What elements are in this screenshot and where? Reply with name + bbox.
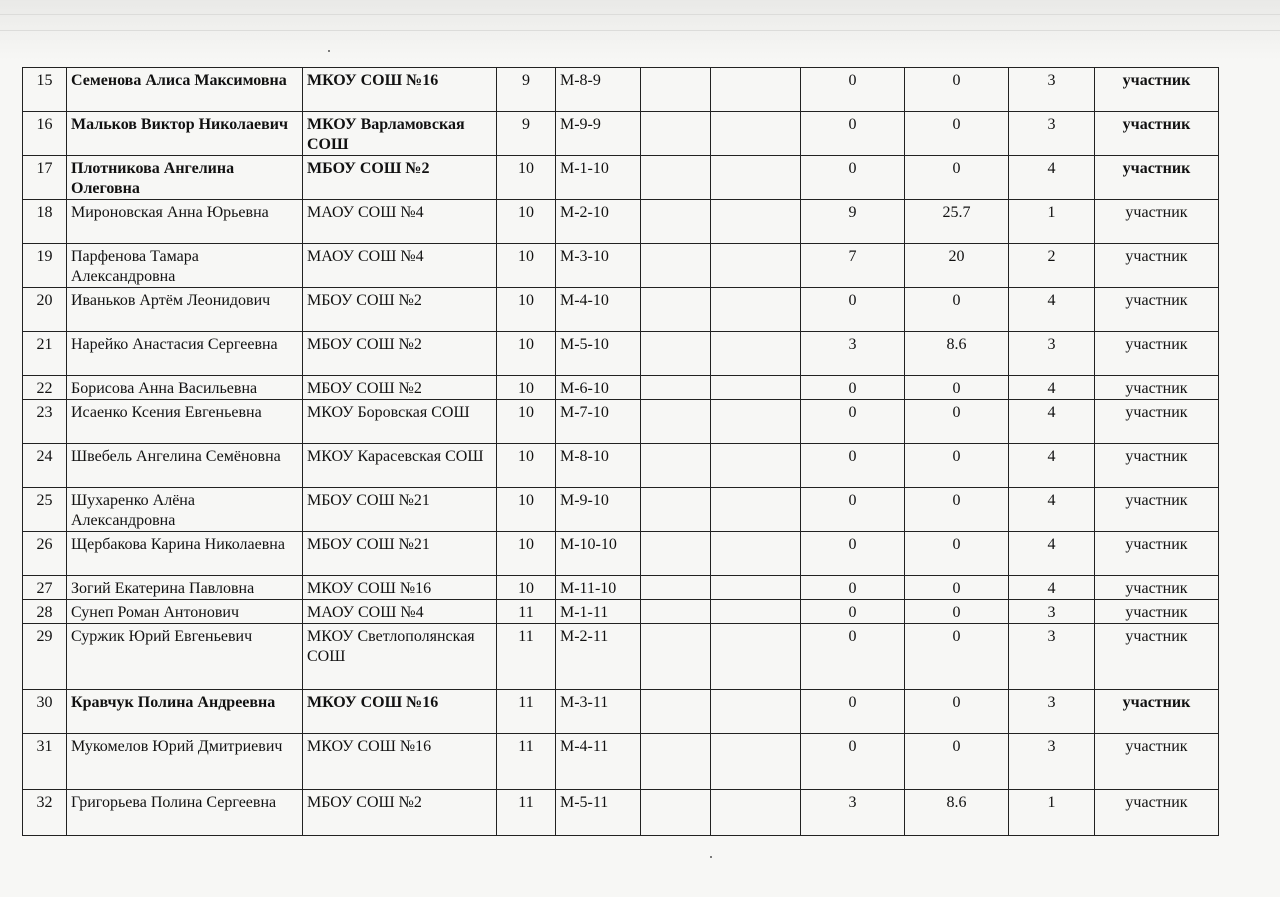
status-cell: участник [1095,200,1219,244]
percent-cell: 0 [905,690,1009,734]
empty-cell [711,790,801,836]
percent-cell: 0 [905,156,1009,200]
participant-name-cell: Нарейко Анастасия Сергеевна [67,332,303,376]
participant-name-cell: Борисова Анна Васильевна [67,376,303,400]
empty-cell [641,532,711,576]
grade-cell: 11 [497,600,556,624]
participant-name-cell: Мальков Виктор Николаевич [67,112,303,156]
score-cell: 3 [801,790,905,836]
rank-cell: 3 [1009,112,1095,156]
percent-cell: 0 [905,624,1009,690]
participant-code-cell: М-5-11 [556,790,641,836]
table-row [23,400,1219,444]
status-cell: участник [1095,244,1219,288]
status-cell: участник [1095,576,1219,600]
grade-cell: 10 [497,400,556,444]
grade-cell: 10 [497,444,556,488]
school-cell: МКОУ СОШ №16 [303,576,497,600]
rank-cell: 3 [1009,332,1095,376]
score-cell: 0 [801,624,905,690]
percent-cell: 0 [905,532,1009,576]
percent-cell: 0 [905,734,1009,790]
score-cell: 0 [801,576,905,600]
participant-code-cell: М-3-11 [556,690,641,734]
row-number-cell: 26 [23,532,67,576]
grade-cell: 10 [497,532,556,576]
grade-cell: 10 [497,332,556,376]
percent-cell: 20 [905,244,1009,288]
percent-cell: 25.7 [905,200,1009,244]
empty-cell [711,112,801,156]
school-cell: МБОУ СОШ №2 [303,332,497,376]
participant-code-cell: М-9-10 [556,488,641,532]
row-number-cell: 15 [23,68,67,112]
school-cell: МБОУ СОШ №2 [303,288,497,332]
status-cell: участник [1095,790,1219,836]
percent-cell: 0 [905,400,1009,444]
percent-cell: 0 [905,376,1009,400]
participant-name-cell: Сунеп Роман Антонович [67,600,303,624]
score-cell: 0 [801,444,905,488]
score-cell: 0 [801,376,905,400]
empty-cell [641,376,711,400]
participant-code-cell: М-5-10 [556,332,641,376]
score-cell: 0 [801,156,905,200]
table-row [23,488,1219,532]
percent-cell: 0 [905,444,1009,488]
status-cell: участник [1095,624,1219,690]
percent-cell: 0 [905,600,1009,624]
rank-cell: 3 [1009,624,1095,690]
school-cell: МКОУ Варламовская СОШ [303,112,497,156]
empty-cell [711,734,801,790]
results-table [22,67,1219,836]
table-row [23,376,1219,400]
empty-cell [711,332,801,376]
school-cell: МБОУ СОШ №2 [303,790,497,836]
school-cell: МКОУ СОШ №16 [303,68,497,112]
participant-code-cell: М-10-10 [556,532,641,576]
table-row [23,624,1219,690]
empty-cell [711,488,801,532]
empty-cell [711,624,801,690]
school-cell: МБОУ СОШ №21 [303,488,497,532]
empty-cell [641,790,711,836]
status-cell: участник [1095,68,1219,112]
percent-cell: 8.6 [905,332,1009,376]
status-cell: участник [1095,376,1219,400]
score-cell: 0 [801,112,905,156]
grade-cell: 9 [497,112,556,156]
empty-cell [711,200,801,244]
row-number-cell: 17 [23,156,67,200]
row-number-cell: 31 [23,734,67,790]
rank-cell: 4 [1009,156,1095,200]
school-cell: МБОУ СОШ №2 [303,156,497,200]
table-row [23,112,1219,156]
school-cell: МКОУ Карасевская СОШ [303,444,497,488]
grade-cell: 9 [497,68,556,112]
row-number-cell: 29 [23,624,67,690]
rank-cell: 4 [1009,288,1095,332]
row-number-cell: 22 [23,376,67,400]
rank-cell: 4 [1009,400,1095,444]
status-cell: участник [1095,690,1219,734]
score-cell: 9 [801,200,905,244]
participant-name-cell: Щербакова Карина Николаевна [67,532,303,576]
empty-cell [641,288,711,332]
empty-cell [711,576,801,600]
status-cell: участник [1095,734,1219,790]
rank-cell: 3 [1009,600,1095,624]
rank-cell: 4 [1009,532,1095,576]
grade-cell: 10 [497,488,556,532]
percent-cell: 8.6 [905,790,1009,836]
scan-artifact-line [0,14,1280,15]
row-number-cell: 27 [23,576,67,600]
row-number-cell: 24 [23,444,67,488]
school-cell: МКОУ Боровская СОШ [303,400,497,444]
percent-cell: 0 [905,576,1009,600]
rank-cell: 1 [1009,200,1095,244]
empty-cell [711,532,801,576]
percent-cell: 0 [905,68,1009,112]
participant-name-cell: Швебель Ангелина Семёновна [67,444,303,488]
participant-name-cell: Шухаренко Алёна Александровна [67,488,303,532]
score-cell: 0 [801,734,905,790]
participant-code-cell: М-4-10 [556,288,641,332]
empty-cell [641,734,711,790]
participant-code-cell: М-1-10 [556,156,641,200]
grade-cell: 10 [497,244,556,288]
row-number-cell: 21 [23,332,67,376]
row-number-cell: 25 [23,488,67,532]
grade-cell: 11 [497,624,556,690]
participant-name-cell: Семенова Алиса Максимовна [67,68,303,112]
participant-code-cell: М-2-11 [556,624,641,690]
table-row [23,734,1219,790]
status-cell: участник [1095,112,1219,156]
participant-code-cell: М-8-10 [556,444,641,488]
participant-code-cell: М-4-11 [556,734,641,790]
participant-name-cell: Мироновская Анна Юрьевна [67,200,303,244]
status-cell: участник [1095,156,1219,200]
empty-cell [641,576,711,600]
participant-name-cell: Исаенко Ксения Евгеньевна [67,400,303,444]
participant-name-cell: Иваньков Артём Леонидович [67,288,303,332]
row-number-cell: 28 [23,600,67,624]
school-cell: МКОУ СОШ №16 [303,734,497,790]
rank-cell: 1 [1009,790,1095,836]
table-row [23,532,1219,576]
row-number-cell: 18 [23,200,67,244]
rank-cell: 3 [1009,690,1095,734]
status-cell: участник [1095,288,1219,332]
status-cell: участник [1095,532,1219,576]
empty-cell [641,400,711,444]
empty-cell [711,690,801,734]
scan-speck [328,50,330,52]
empty-cell [711,288,801,332]
score-cell: 3 [801,332,905,376]
rank-cell: 3 [1009,68,1095,112]
rank-cell: 4 [1009,444,1095,488]
participant-code-cell: М-6-10 [556,376,641,400]
participant-code-cell: М-3-10 [556,244,641,288]
score-cell: 0 [801,400,905,444]
score-cell: 0 [801,690,905,734]
rank-cell: 2 [1009,244,1095,288]
table-row [23,576,1219,600]
table-row [23,200,1219,244]
participant-name-cell: Плотникова Ангелина Олеговна [67,156,303,200]
empty-cell [711,244,801,288]
school-cell: МАОУ СОШ №4 [303,200,497,244]
empty-cell [711,376,801,400]
empty-cell [711,156,801,200]
school-cell: МКОУ СОШ №16 [303,690,497,734]
empty-cell [711,400,801,444]
participant-name-cell: Григорьева Полина Сергеевна [67,790,303,836]
participant-code-cell: М-7-10 [556,400,641,444]
status-cell: участник [1095,332,1219,376]
participant-code-cell: М-8-9 [556,68,641,112]
rank-cell: 4 [1009,376,1095,400]
rank-cell: 4 [1009,488,1095,532]
row-number-cell: 23 [23,400,67,444]
empty-cell [641,600,711,624]
empty-cell [641,444,711,488]
empty-cell [711,68,801,112]
grade-cell: 11 [497,690,556,734]
school-cell: МБОУ СОШ №21 [303,532,497,576]
table-row [23,690,1219,734]
participant-code-cell: М-11-10 [556,576,641,600]
row-number-cell: 20 [23,288,67,332]
row-number-cell: 16 [23,112,67,156]
row-number-cell: 32 [23,790,67,836]
participant-name-cell: Кравчук Полина Андреевна [67,690,303,734]
percent-cell: 0 [905,488,1009,532]
grade-cell: 11 [497,790,556,836]
empty-cell [641,624,711,690]
table-row [23,244,1219,288]
results-table-body [23,68,1219,836]
empty-cell [711,444,801,488]
row-number-cell: 19 [23,244,67,288]
participant-name-cell: Зогий Екатерина Павловна [67,576,303,600]
empty-cell [641,244,711,288]
status-cell: участник [1095,600,1219,624]
participant-code-cell: М-1-11 [556,600,641,624]
table-row [23,600,1219,624]
participant-name-cell: Мукомелов Юрий Дмитриевич [67,734,303,790]
empty-cell [641,156,711,200]
school-cell: МАОУ СОШ №4 [303,600,497,624]
grade-cell: 10 [497,376,556,400]
participant-name-cell: Парфенова Тамара Александровна [67,244,303,288]
empty-cell [641,488,711,532]
empty-cell [711,600,801,624]
score-cell: 0 [801,600,905,624]
grade-cell: 10 [497,156,556,200]
rank-cell: 4 [1009,576,1095,600]
empty-cell [641,332,711,376]
score-cell: 0 [801,488,905,532]
participant-code-cell: М-2-10 [556,200,641,244]
participant-name-cell: Суржик Юрий Евгеньевич [67,624,303,690]
percent-cell: 0 [905,112,1009,156]
status-cell: участник [1095,400,1219,444]
empty-cell [641,690,711,734]
row-number-cell: 30 [23,690,67,734]
table-row [23,156,1219,200]
grade-cell: 10 [497,288,556,332]
scan-speck [710,856,712,858]
school-cell: МКОУ Светлополянская СОШ [303,624,497,690]
score-cell: 0 [801,288,905,332]
grade-cell: 10 [497,576,556,600]
empty-cell [641,112,711,156]
table-row [23,68,1219,112]
table-row [23,332,1219,376]
school-cell: МАОУ СОШ №4 [303,244,497,288]
table-row [23,444,1219,488]
empty-cell [641,200,711,244]
status-cell: участник [1095,444,1219,488]
scan-artifact-line [0,30,1280,31]
score-cell: 0 [801,68,905,112]
grade-cell: 11 [497,734,556,790]
status-cell: участник [1095,488,1219,532]
percent-cell: 0 [905,288,1009,332]
score-cell: 7 [801,244,905,288]
participant-code-cell: М-9-9 [556,112,641,156]
table-row [23,288,1219,332]
rank-cell: 3 [1009,734,1095,790]
table-row [23,790,1219,836]
empty-cell [641,68,711,112]
score-cell: 0 [801,532,905,576]
grade-cell: 10 [497,200,556,244]
school-cell: МБОУ СОШ №2 [303,376,497,400]
